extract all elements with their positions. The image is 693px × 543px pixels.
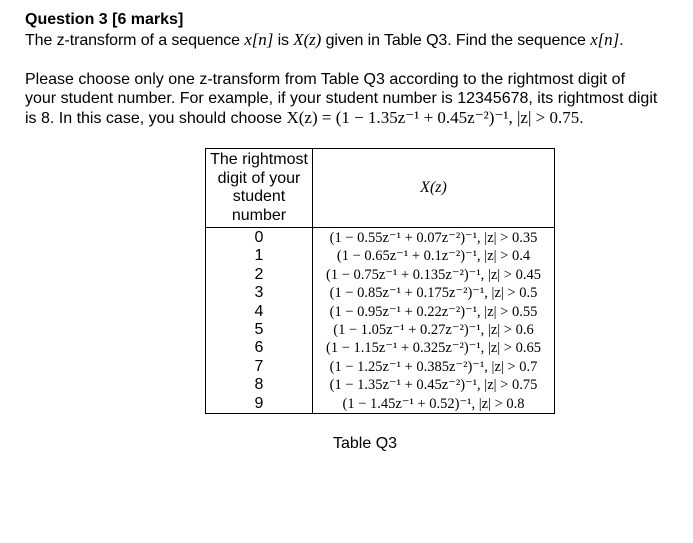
instructions-paragraph [25,70,665,128]
table-header-row [206,149,555,228]
xz-cell: (1 − 1.45z⁻¹ + 0.52)⁻¹, |z| > 0.8 [342,395,525,412]
instructions-line-3-end: . [579,110,584,127]
digit-cell: 2 [254,265,264,283]
header-digit-column [206,149,313,228]
xz-cell: (1 − 1.05z⁻¹ + 0.27z⁻²)⁻¹, |z| > 0.6 [333,321,534,338]
digit-column [206,228,313,414]
intro-text-2: is [273,32,294,49]
header-left-line: The rightmost [210,151,308,168]
xz-cell: (1 − 1.15z⁻¹ + 0.325z⁻²)⁻¹, |z| > 0.65 [326,340,541,357]
intro-text-end: . [619,32,624,49]
digit-cell: 1 [254,247,264,265]
table-q3 [205,148,555,414]
xz-cell: (1 − 0.85z⁻¹ + 0.175z⁻²)⁻¹, |z| > 0.5 [329,285,538,302]
instructions-line-1: Please choose only one z-transform from Table Q3 according to the rightmost digit of [25,71,626,88]
table-body-row [206,228,555,414]
xz-cell: (1 − 1.35z⁻¹ + 0.45z⁻²)⁻¹, |z| > 0.75 [329,377,538,394]
question-title: Question 3 [6 marks] [25,11,184,28]
digit-cell: 0 [254,229,264,246]
intro-seq2-math: x[n] [590,30,620,49]
digit-cell: 9 [254,394,264,412]
xz-cell: (1 − 0.55z⁻¹ + 0.07z⁻²)⁻¹, |z| > 0.35 [329,230,538,246]
xz-cell: (1 − 1.25z⁻¹ + 0.385z⁻²)⁻¹, |z| > 0.7 [329,358,538,375]
digit-cell: 7 [254,357,264,375]
intro-text-1: The z-transform of a sequence [25,32,245,49]
header-left-line: number [231,206,287,224]
intro-text-3: given in Table Q3. Find the sequence [321,32,591,49]
question-intro [25,30,623,50]
digit-cell: 5 [254,320,264,338]
instructions-example-math: X(z) = (1 − 1.35z⁻¹ + 0.45z⁻²)⁻¹, |z| > 0.75 [286,108,580,127]
instructions-line-3 [25,108,665,128]
intro-seq-math: x[n] [244,30,274,49]
header-left-line: student [232,188,286,205]
header-xz-column: X(z) [313,149,555,228]
intro-xz-math: X(z) [293,30,322,49]
digit-cell: 8 [254,376,264,394]
header-left-line: digit of your [217,169,301,187]
instructions-line-2: your student number. For example, if your student number is 12345678, its rightmost digit [25,90,658,107]
digit-cell: 3 [254,284,264,302]
xz-column [313,228,555,414]
xz-cell: (1 − 0.95z⁻¹ + 0.22z⁻²)⁻¹, |z| > 0.55 [329,303,538,320]
instructions-line-3-text: is 8. In this case, you should choose [25,110,287,127]
digit-cell: 4 [254,302,264,320]
table-caption: Table Q3 [333,435,398,452]
digit-cell: 6 [254,339,264,357]
xz-cell: (1 − 0.65z⁻¹ + 0.1z⁻²)⁻¹, |z| > 0.4 [336,248,531,265]
xz-cell: (1 − 0.75z⁻¹ + 0.135z⁻²)⁻¹, |z| > 0.45 [326,266,541,283]
